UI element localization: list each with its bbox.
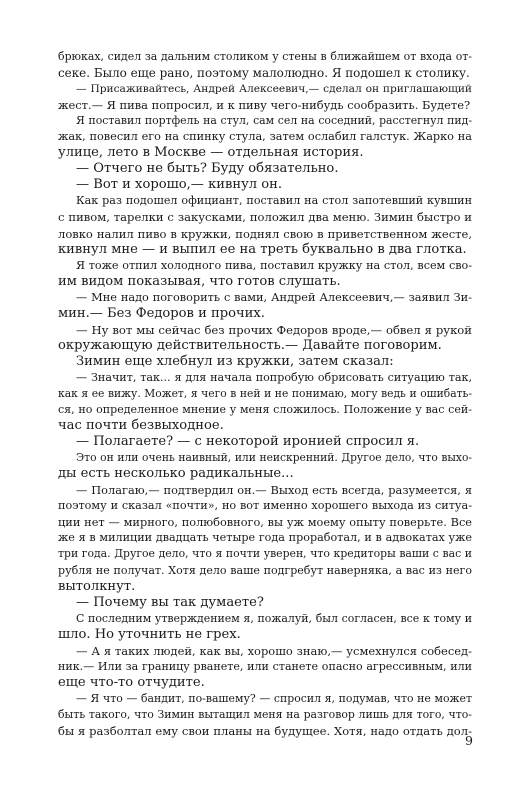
text-line: секе. Было еще рано, поэтому малолюдно. Я подошел к столику. bbox=[58, 66, 470, 81]
body-text bbox=[58, 49, 472, 739]
text-line: Зимин еще хлебнул из кружки, затем сказал: bbox=[76, 353, 394, 369]
text-line: час почти безвыходное. bbox=[58, 418, 224, 434]
text-line: брюках, сидел за дальним столиком у стены в ближайшем от входа от- bbox=[58, 50, 472, 63]
text-line: еще что-то отчудите. bbox=[58, 674, 205, 690]
text-line: Как раз подошел официант, поставил на стол запотевший кувшин bbox=[76, 194, 472, 208]
text-line: ции нет — мирного, полюбовного, вы уж моему опыту поверьте. Все bbox=[58, 515, 472, 530]
text-line: жест.— Я пива попросил, и к пиву чего-нибудь сообразить. Будете? bbox=[58, 98, 471, 113]
text-line: им видом показывая, что готов слушать. bbox=[58, 273, 341, 289]
text-line: кивнул мне — и выпил ее на треть буквально в два глотка. bbox=[58, 241, 467, 257]
text-line: — Ну вот мы сейчас без прочих Федоров вроде,— обвел я рукой bbox=[76, 322, 472, 337]
text-line: рубля не получат. Хотя дело ваше подгребут наверняка, а вас из него bbox=[58, 563, 472, 577]
text-line: вытолкнут. bbox=[58, 578, 136, 594]
text-line: ник.— Или за границу рванете, или станете опасно агрессивным, или bbox=[58, 659, 472, 673]
text-line: ловко налил пиво в кружки, поднял свою в приветственном жесте, bbox=[58, 226, 472, 241]
text-line: окружающую действительность.— Давайте поговорим. bbox=[58, 337, 442, 353]
text-line: как я ее вижу. Может, я чего в ней и не понимаю, могу ведь и ошибать- bbox=[58, 386, 472, 400]
text-line: — Полагаю,— подтвердил он.— Выход есть всегда, разумеется, я bbox=[76, 483, 472, 498]
text-line: С последним утверждением я, пожалуй, был согласен, все к тому и bbox=[76, 611, 472, 625]
page-number: 9 bbox=[465, 733, 473, 748]
text-line: — А я таких людей, как вы, хорошо знаю,— усмехнулся собесед- bbox=[76, 643, 472, 658]
text-line: — Мне надо поговорить с вами, Андрей Алексеевич,— заявил Зи- bbox=[76, 290, 472, 304]
text-line: бы я разболтал ему свои планы на будущее. Хотя, надо отдать дол- bbox=[58, 723, 472, 738]
text-line: ся, но определенное мнение у меня сложилось. Положение у вас сей- bbox=[58, 403, 472, 417]
text-line: поэтому и сказал «почти», но вот именно хорошего выхода из ситуа- bbox=[58, 499, 472, 513]
text-line: — Полагаете? — с некоторой иронией спросил я. bbox=[76, 434, 420, 450]
text-line: — Присаживайтесь, Андрей Алексеевич,— сделал он приглашающий bbox=[76, 82, 472, 96]
text-line: жак, повесил его на спинку стула, затем ослабил галстук. Жарко на bbox=[58, 130, 472, 144]
text-line: же я в милиции двадцать четыре года проработал, и в адвокатах уже bbox=[58, 531, 472, 545]
text-line: шло. Но уточнить не грех. bbox=[58, 626, 241, 642]
text-line: — Отчего не быть? Буду обязательно. bbox=[76, 161, 339, 177]
text-line: — Вот и хорошо,— кивнул он. bbox=[76, 177, 283, 193]
text-line: быть такого, что Зимин вытащил меня на разговор лишь для того, что- bbox=[58, 707, 472, 721]
text-line: мин.— Без Федоров и прочих. bbox=[58, 305, 265, 321]
text-line: Я тоже отпил холодного пива, поставил кружку на стол, всем сво- bbox=[76, 258, 472, 272]
text-line: три года. Другое дело, что я почти уверен, что кредиторы ваши с вас и bbox=[58, 547, 472, 561]
text-line: с пивом, тарелки с закусками, положил два меню. Зимин быстро и bbox=[58, 210, 472, 225]
text-line: Я поставил портфель на стул, сам сел на соседний, расстегнул пид- bbox=[76, 114, 472, 128]
text-line: — Почему вы так думаете? bbox=[76, 594, 264, 610]
text-line: — Значит, так... я для начала попробую обрисовать ситуацию так, bbox=[76, 370, 472, 384]
text-line: — Я что — бандит, по-вашему? — спросил я, подумав, что не может bbox=[76, 691, 472, 705]
text-line: ды есть несколько радикальные... bbox=[58, 466, 294, 482]
text-line: улице, лето в Москве — отдельная история. bbox=[58, 145, 364, 161]
text-line: Это он или очень наивный, или неискренний. Другое дело, что выхо- bbox=[76, 451, 472, 465]
